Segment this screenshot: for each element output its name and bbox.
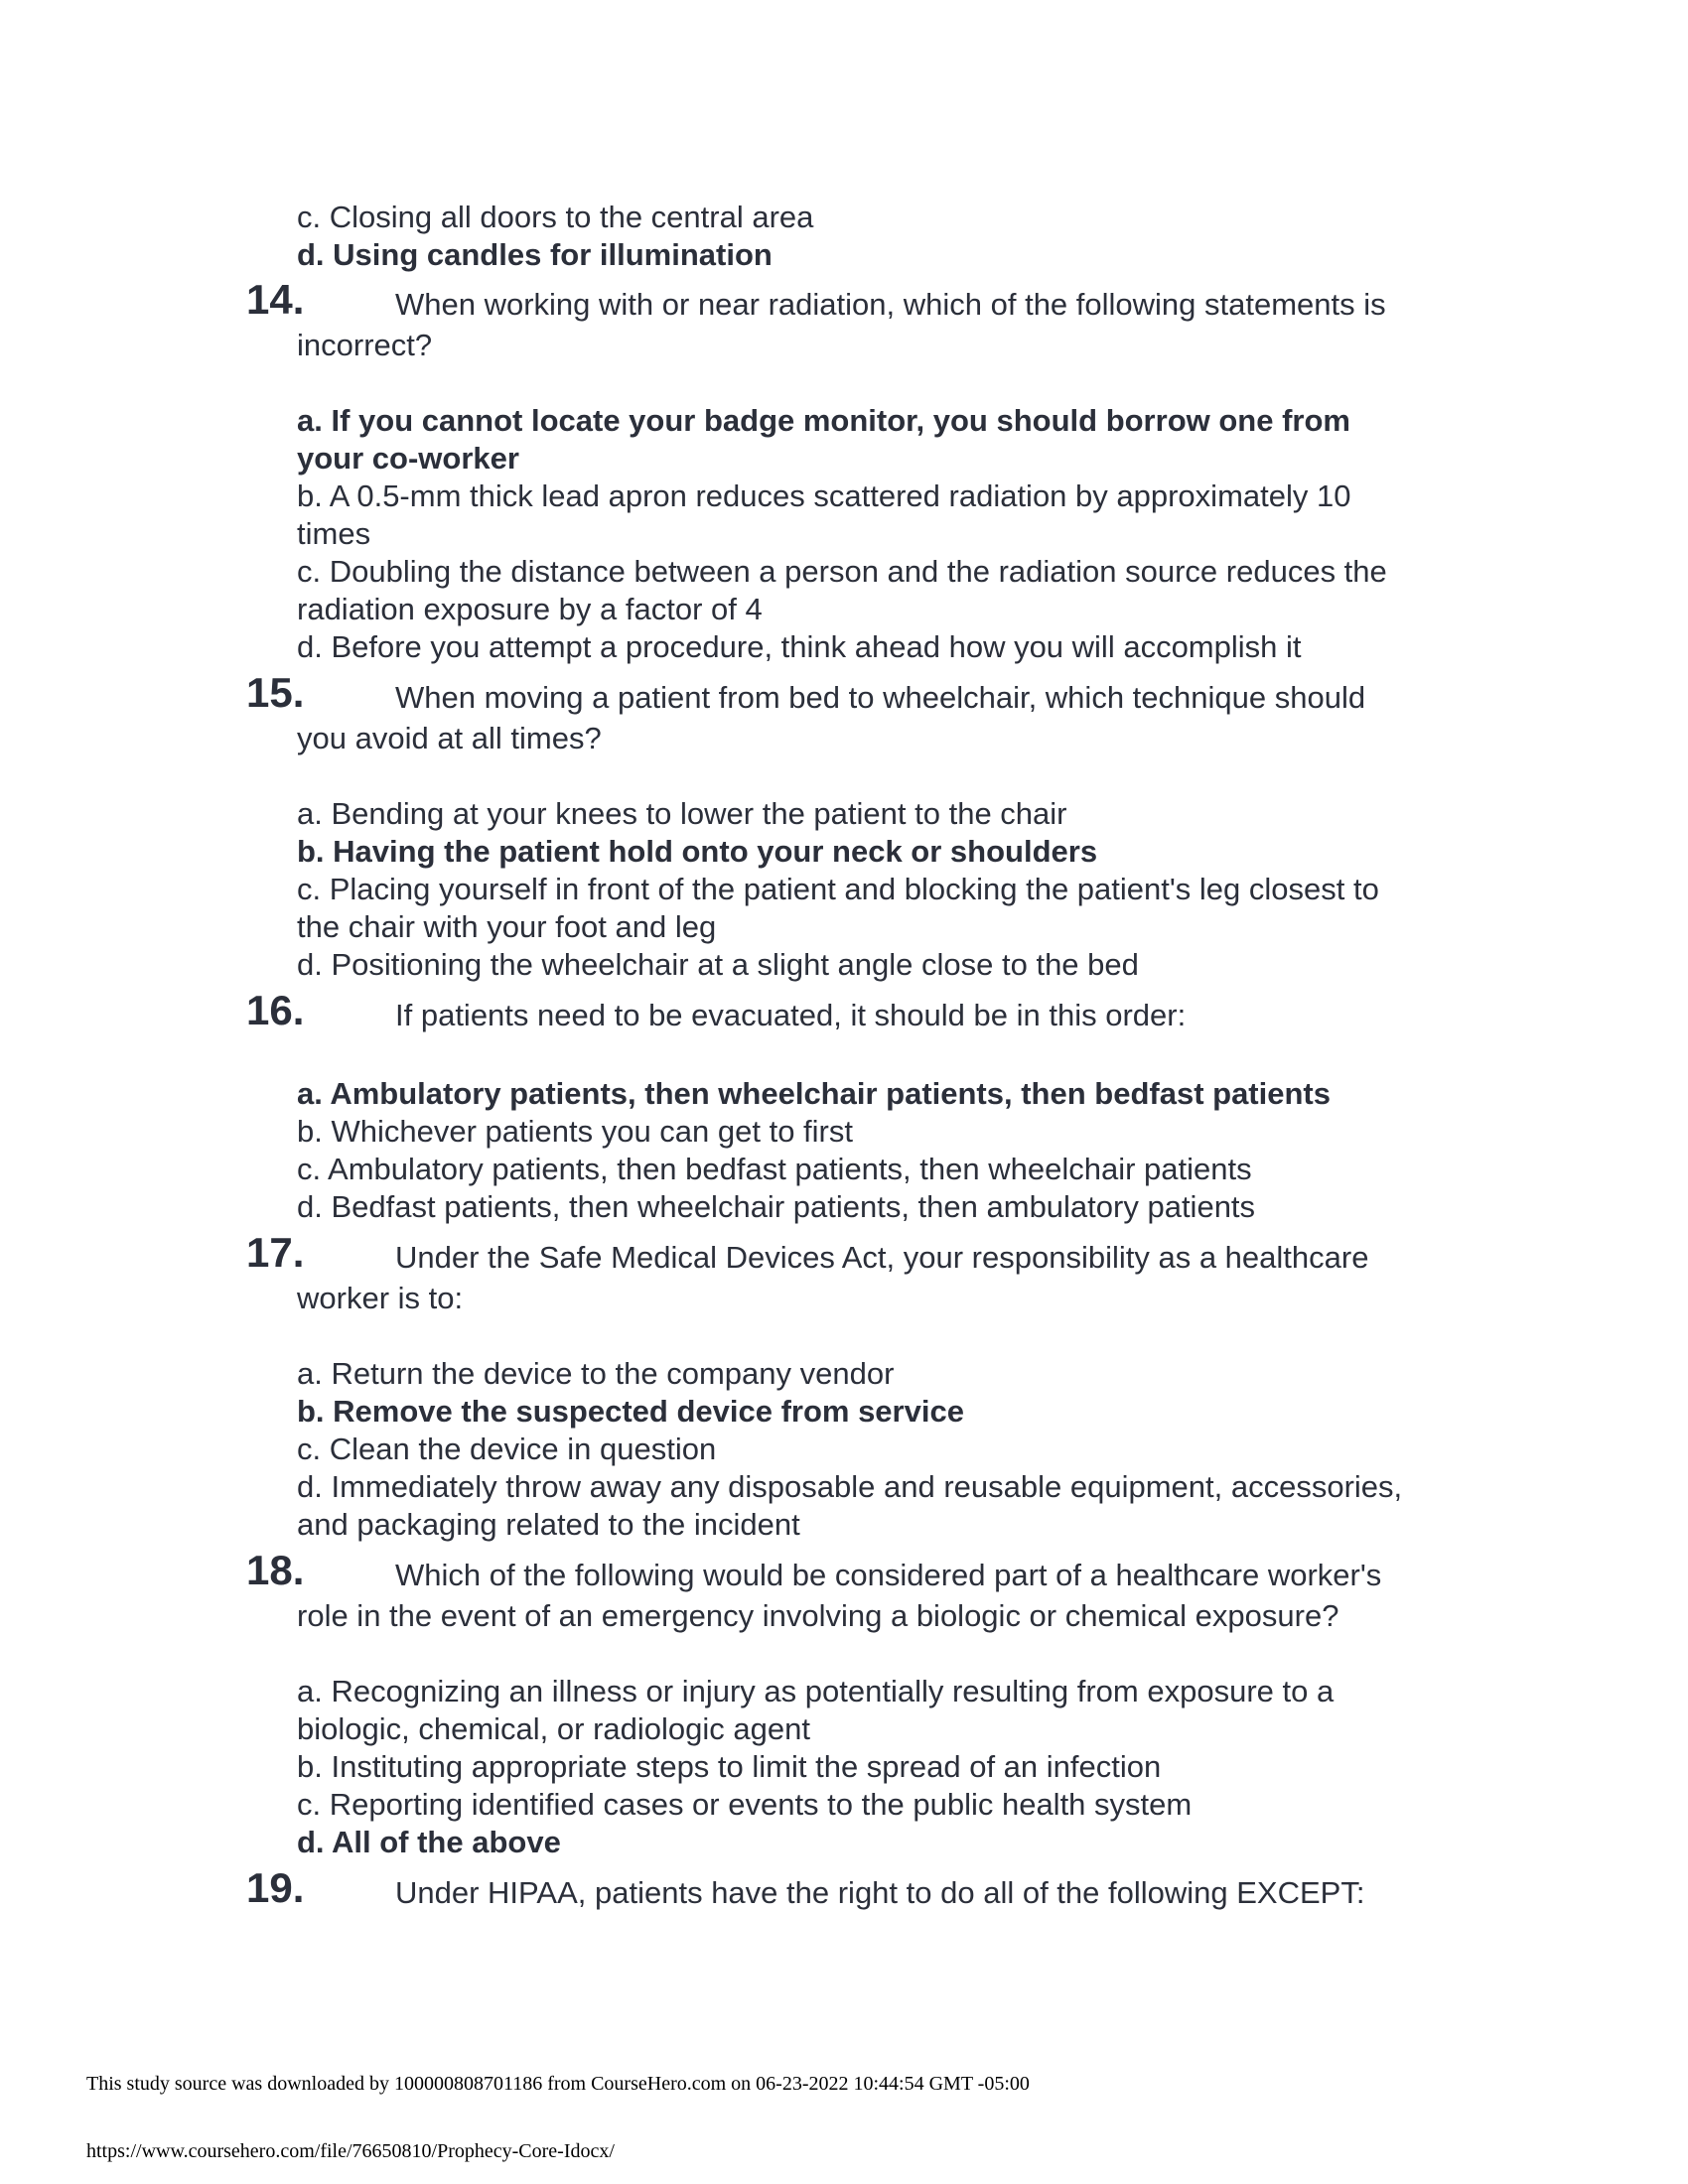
q16-option-a-correct: a. Ambulatory patients, then wheelchair patients, then bedfast patients [297, 1076, 1331, 1111]
q13-option-d-correct: d. Using candles for illumination [297, 237, 773, 272]
q17-option-a: a. Return the device to the company vendor [297, 1356, 895, 1391]
q16-option-b: b. Whichever patients you can get to first [297, 1114, 853, 1149]
q15-option-d: d. Positioning the wheelchair at a slight angle close to the bed [297, 947, 1139, 982]
q14-option-b-line2: times [297, 516, 371, 551]
q17-option-d-line2: and packaging related to the incident [297, 1507, 800, 1542]
q14-option-b-line1: b. A 0.5-mm thick lead apron reduces scattered radiation by approximately 10 [297, 478, 1351, 513]
q15-option-c-line2: the chair with your foot and leg [297, 909, 717, 944]
q18-option-d-correct: d. All of the above [297, 1825, 561, 1859]
q16-number: 16. [246, 987, 305, 1033]
q17-question-line1: Under the Safe Medical Devices Act, your responsibility as a healthcare [395, 1240, 1369, 1275]
q18-number: 18. [246, 1547, 305, 1593]
q14-option-c-line1: c. Doubling the distance between a person and the radiation source reduces the [297, 554, 1387, 589]
q14-option-d: d. Before you attempt a procedure, think ahead how you will accomplish it [297, 629, 1302, 664]
q16-option-d: d. Bedfast patients, then wheelchair patients, then ambulatory patients [297, 1189, 1256, 1224]
q18-question-line2: role in the event of an emergency involving a biologic or chemical exposure? [297, 1598, 1339, 1633]
q13-option-c: c. Closing all doors to the central area [297, 200, 814, 234]
q17-number: 17. [246, 1229, 305, 1276]
q14-question-line2: incorrect? [297, 328, 433, 362]
footer-url[interactable]: https://www.coursehero.com/file/76650810/Prophecy-Core-Idocx/ [86, 2140, 615, 2162]
q15-option-b-correct: b. Having the patient hold onto your neck or shoulders [297, 834, 1098, 869]
footer-source-notice: This study source was downloaded by 100000808701186 from CourseHero.com on 06-23-2022 10:44:54 GMT -05:00 [86, 2073, 1030, 2095]
q14-option-a-correct-line2: your co-worker [297, 441, 519, 476]
q18-question-line1: Which of the following would be considered part of a healthcare worker's [395, 1558, 1382, 1592]
q14-option-c-line2: radiation exposure by a factor of 4 [297, 592, 763, 626]
q17-question-line2: worker is to: [297, 1281, 464, 1315]
q17-option-d-line1: d. Immediately throw away any disposable and reusable equipment, accessories, [297, 1469, 1403, 1504]
q16-option-c: c. Ambulatory patients, then bedfast patients, then wheelchair patients [297, 1152, 1252, 1186]
q14-number: 14. [246, 276, 305, 323]
q14-question-line1: When working with or near radiation, which of the following statements is [395, 287, 1386, 322]
q15-question-line2: you avoid at all times? [297, 721, 602, 755]
q15-option-c-line1: c. Placing yourself in front of the patient and blocking the patient's leg closest to [297, 872, 1379, 906]
q15-number: 15. [246, 669, 305, 716]
q18-option-c: c. Reporting identified cases or events to the public health system [297, 1787, 1193, 1822]
q15-question-line1: When moving a patient from bed to wheelchair, which technique should [395, 680, 1366, 715]
q16-question-line1: If patients need to be evacuated, it should be in this order: [395, 998, 1187, 1032]
q18-option-b: b. Instituting appropriate steps to limit the spread of an infection [297, 1749, 1162, 1784]
q17-option-b-correct: b. Remove the suspected device from service [297, 1394, 964, 1429]
q18-option-a-line1: a. Recognizing an illness or injury as potentially resulting from exposure to a [297, 1674, 1335, 1708]
q19-number: 19. [246, 1864, 305, 1911]
q18-option-a-line2: biologic, chemical, or radiologic agent [297, 1711, 810, 1746]
q17-option-c: c. Clean the device in question [297, 1432, 717, 1466]
q14-option-a-correct-line1: a. If you cannot locate your badge monitor, you should borrow one from [297, 403, 1350, 438]
q15-option-a: a. Bending at your knees to lower the patient to the chair [297, 796, 1067, 831]
q19-question-line1: Under HIPAA, patients have the right to do all of the following EXCEPT: [395, 1875, 1365, 1910]
